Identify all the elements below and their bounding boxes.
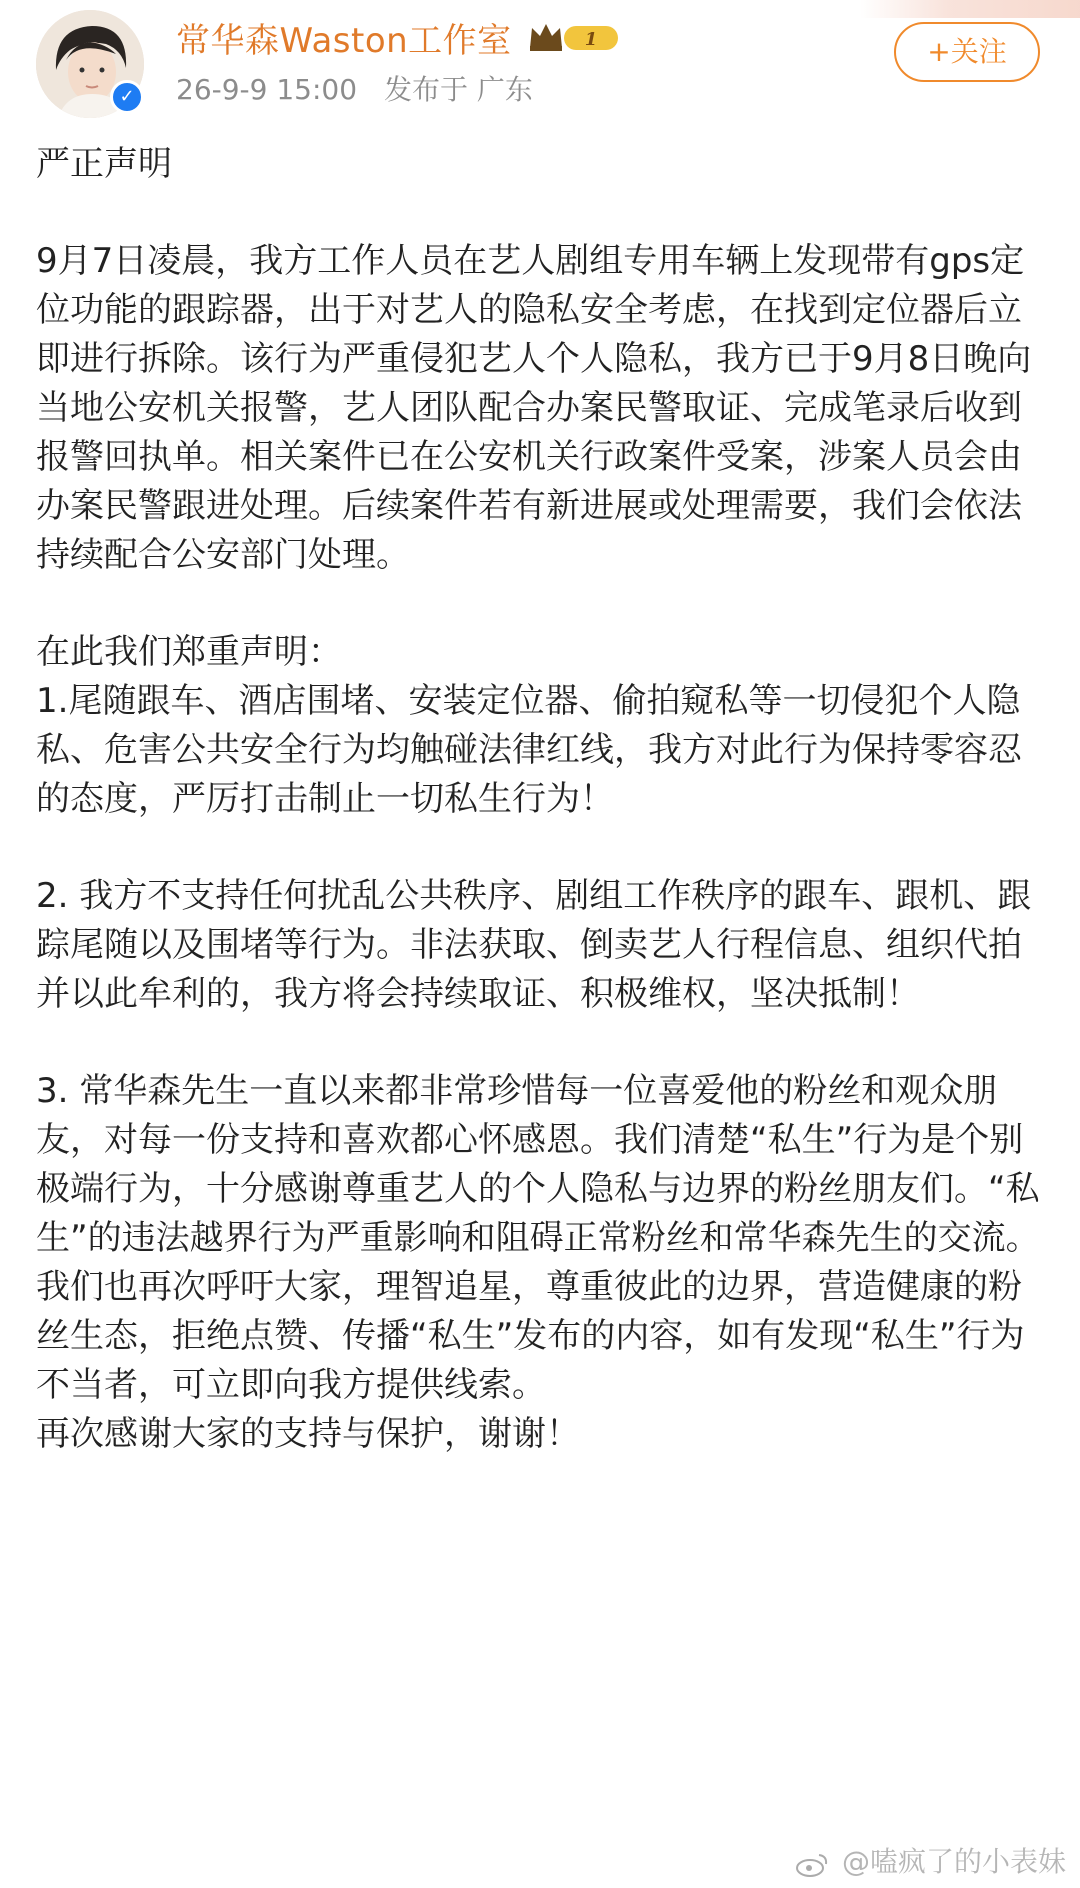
declaration-heading: 在此我们郑重声明： — [36, 632, 342, 672]
vip-crown-badge-icon[interactable] — [526, 20, 622, 54]
weibo-icon — [795, 1851, 829, 1875]
follow-button[interactable]: +关注 — [894, 22, 1040, 82]
post-timestamp: 26-9-9 15:00 — [176, 73, 358, 106]
watermark — [795, 1840, 1066, 1880]
vip-level: 1 — [584, 29, 597, 50]
post-paragraph-1: 9月7日凌晨，我方工作人员在艺人剧组专用车辆上发现带有gps定位功能的跟踪器，出于对艺人的隐私安全考虑，在找到定位器后立即进行拆除。该行为严重侵犯艺人个人隐私，我方已于9月8日晚向当地公安机关报警，艺人团队配合办案民警取证、完成笔录后收到报警回执单。相关案件已在公安机关行政案件受案，涉案人员会由办案民警跟进处理。后续案件若有新进展或处理需要，我们会依法持续配合公安部门处理。 — [36, 241, 1032, 575]
post-meta — [176, 68, 551, 108]
declaration-point-3: 3. 常华森先生一直以来都非常珍惜每一位喜爱他的粉丝和观众朋友，对每一份支持和喜欢都心怀感恩。我们清楚“私生”行为是个别极端行为，十分感谢尊重艺人的个人隐私与边界的粉丝朋友们。“私生”的违法越界行为严重影响和阻碍正常粉丝和常华森先生的交流。我们也再次呼吁大家，理智追星，尊重彼此的边界，营造健康的粉丝生态，拒绝点赞、传播“私生”发布的内容，如有发现“私生”行为不当者，可立即向我方提供线索。 — [36, 1071, 1040, 1405]
account-name[interactable]: 常华森Waston工作室 — [176, 20, 512, 61]
post-location: 发布于 广东 — [383, 73, 533, 106]
verified-check-icon: ✓ — [110, 80, 144, 114]
post-header — [0, 0, 1080, 130]
name-row — [176, 12, 622, 62]
declaration-point-2: 2. 我方不支持任何扰乱公共秩序、剧组工作秩序的跟车、跟机、跟踪尾随以及围堵等行为。非法获取、倒卖艺人行程信息、组织代拍并以此牟利的，我方将会持续取证、积极维权，坚决抵制！ — [36, 876, 1032, 1014]
watermark-text: @嗑疯了的小表妹 — [841, 1845, 1066, 1878]
post-body — [36, 140, 1048, 1459]
closing-line: 再次感谢大家的支持与保护，谢谢！ — [36, 1414, 580, 1454]
post-title: 严正声明 — [36, 144, 172, 184]
corner-decoration — [860, 0, 1080, 18]
declaration-point-1: 1.尾随跟车、酒店围堵、安装定位器、偷拍窥私等一切侵犯个人隐私、危害公共安全行为均触碰法律红线，我方对此行为保持零容忍的态度，严厉打击制止一切私生行为！ — [36, 681, 1022, 819]
